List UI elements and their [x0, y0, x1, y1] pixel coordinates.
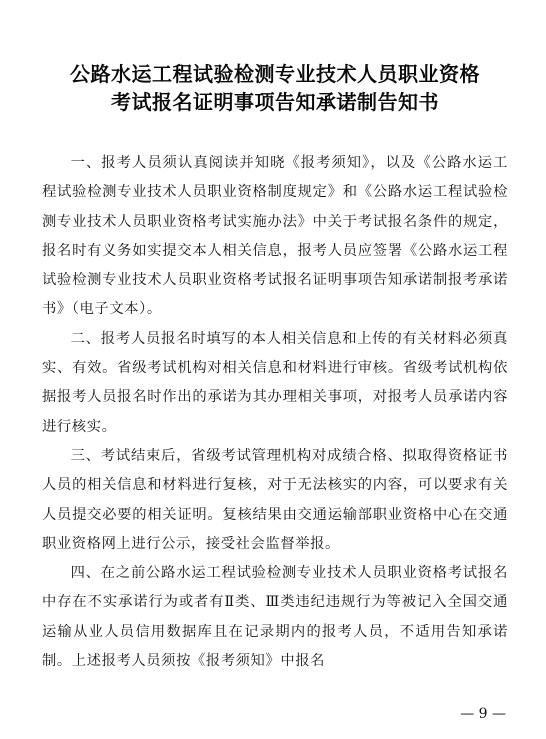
paragraph-1: 一、报考人员须认真阅读并知晓《报考须知》，以及《公路水运工程试验检测专业技术人员职业资格制度规定》和《公路水运工程试验检测专业技术人员职业资格考试实施办法》中关于考试报名条件的规定，报名时有义务如实提交本人相关信息，报考人员应签署《公路水运工程试验检测专业技术人员职业资格考试报名证明事项告知承诺制报考承诺书》（电子文本）。 [42, 155, 508, 318]
document-body [42, 149, 508, 676]
title-line-2: 考试报名证明事项告知承诺制告知书 [111, 90, 439, 114]
paragraph-2: 二、报考人员报名时填写的本人相关信息和上传的有关材料必须真实、有效。省级考试机构对相关信息和材料进行审核。省级考试机构依据报考人员报名时作出的承诺为其办理相关事项，对报考人员承诺内容进行核实。 [42, 330, 508, 435]
document-title [42, 60, 508, 116]
paragraph-3: 三、考试结束后，省级考试管理机构对成绩合格、拟取得资格证书人员的相关信息和材料进行复核，对于无法核实的内容，可以要求有关人员提交必要的相关证明。复核结果由交通运输部职业资格中心在交通职业资格网上进行公示，接受社会监督举报。 [42, 447, 508, 552]
paragraph-4: 四、在之前公路水运工程试验检测专业技术人员职业资格考试报名中存在不实承诺行为或者有Ⅱ类、Ⅲ类违纪违规行为等被记入全国交通运输从业人员信用数据库且在记录期内的报考人员，不适用告知承诺制。上述报考人员须按《报考须知》中报名 [42, 565, 508, 670]
title-line-1: 公路水运工程试验检测专业技术人员职业资格 [70, 62, 480, 86]
page-number: — 9 — [460, 706, 506, 722]
